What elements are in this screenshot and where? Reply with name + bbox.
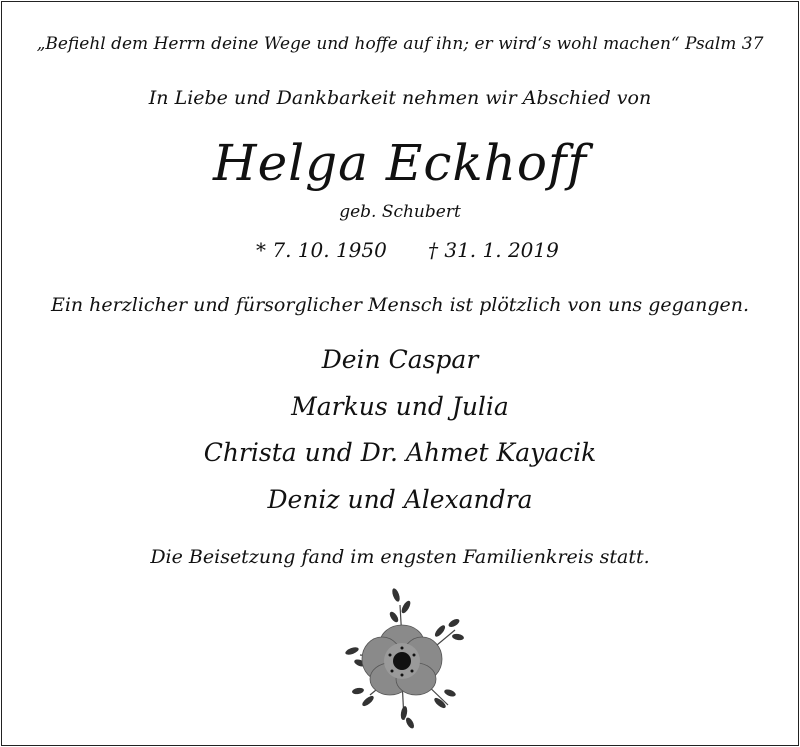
burial-note: Die Beisetzung fand im engsten Familienkreis statt. [150,546,650,568]
birth-date: * 7. 10. 1950 [256,238,387,262]
mourner-line: Markus und Julia [291,392,509,421]
maiden-name: geb. Schubert [339,202,461,222]
mourner-line: Christa und Dr. Ahmet Kayacik [203,438,597,467]
mourner-line: Deniz und Alexandra [267,485,533,514]
psalm-quote: „Befiehl dem Herrn deine Wege und hoffe auf ihn; er wird‘s wohl machen“ Psalm 37 [36,34,764,54]
farewell-text: Ein herzlicher und fürsorglicher Mensch ist plötzlich von uns gegangen. [50,294,750,316]
flower-icon [330,585,470,730]
death-date: † 31. 1. 2019 [428,238,559,262]
mourner-line: Dein Caspar [321,345,479,374]
deceased-name: Helga Eckhoff [212,134,587,192]
intro-text: In Liebe und Dankbarkeit nehmen wir Abschied von [148,87,652,109]
